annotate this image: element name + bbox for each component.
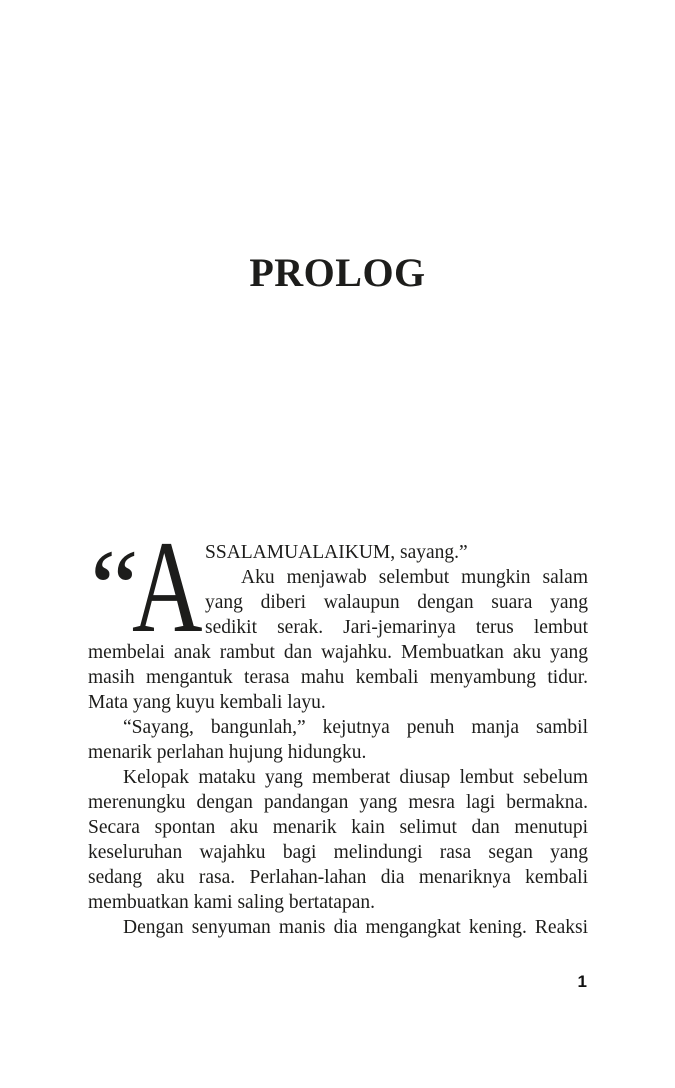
text-line: Secara spontan aku menarik kain selimut dan menutupi xyxy=(88,817,588,838)
text-line: yang diberi walaupun dengan suara yang xyxy=(205,592,588,613)
text-line: merenungku dengan pandangan yang mesra lagi bermakna. xyxy=(88,792,588,813)
text-line: masih mengantuk terasa mahu kembali menyambung tidur. xyxy=(88,667,588,688)
text-line: sedikit serak. Jari-jemarinya terus lembut xyxy=(205,617,588,638)
text-line: Kelopak mataku yang memberat diusap lembut sebelum xyxy=(123,767,588,788)
opening-quote-mark: “ xyxy=(90,527,139,649)
text-line: menarik perlahan hujung hidungku. xyxy=(88,742,367,763)
body-text-block xyxy=(88,513,588,940)
text-line: membelai anak rambut dan wajahku. Membuatkan aku yang xyxy=(88,642,588,663)
chapter-title: PROLOG xyxy=(249,250,426,295)
drop-cap-letter: A xyxy=(132,513,203,660)
page-number: 1 xyxy=(577,972,587,991)
text-line: Mata yang kuyu kembali layu. xyxy=(88,692,326,713)
text-line: Aku menjawab selembut mungkin salam xyxy=(241,567,588,588)
text-line: membuatkan kami saling bertatapan. xyxy=(88,892,375,913)
text-line: SSALAMUALAIKUM, sayang.” xyxy=(205,542,468,563)
dropcap-wrapped-lines xyxy=(205,540,588,640)
body-lines xyxy=(88,640,588,940)
text-line: “Sayang, bangunlah,” kejutnya penuh manja sambil xyxy=(123,717,588,738)
text-line: keseluruhan wajahku bagi melindungi rasa segan yang xyxy=(88,842,588,863)
text-line: sedang aku rasa. Perlahan-lahan dia menariknya kembali xyxy=(88,867,588,888)
text-line: Dengan senyuman manis dia mengangkat kening. Reaksi xyxy=(123,917,588,938)
